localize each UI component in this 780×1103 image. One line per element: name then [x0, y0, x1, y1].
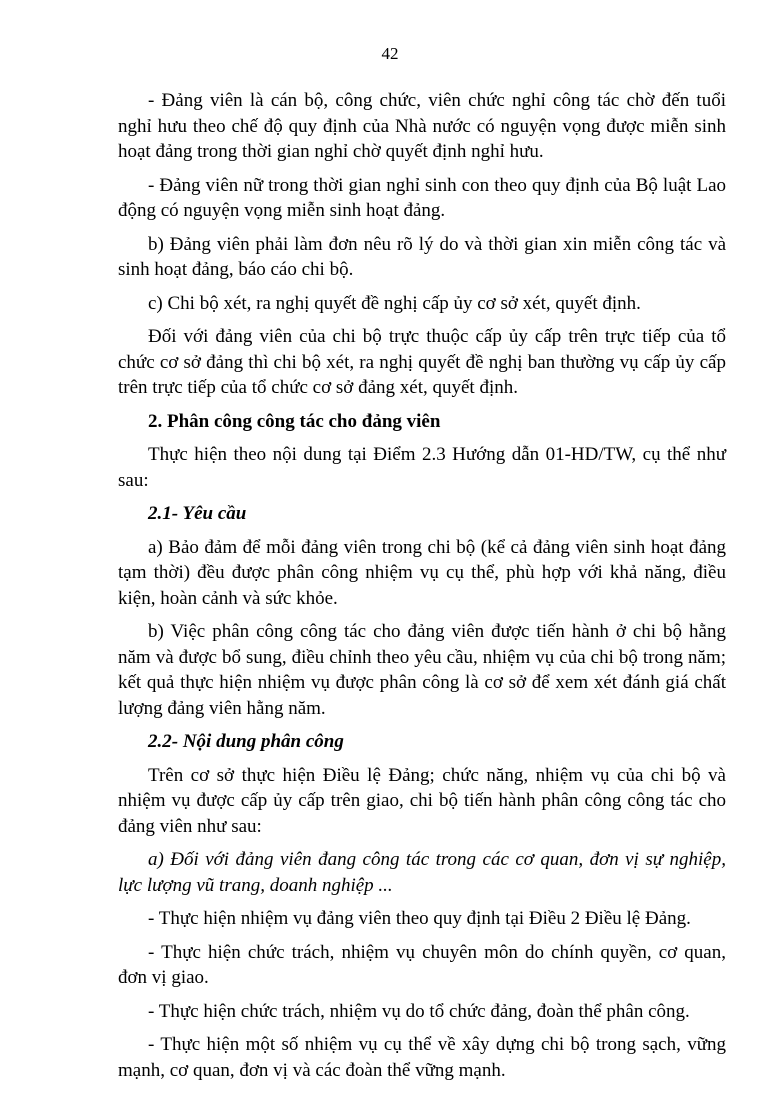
subsection-heading-assignment-content: 2.2- Nội dung phân công: [148, 731, 344, 752]
paragraph-item-c-resolution: c) Chi bộ xét, ra nghị quyết đề nghị cấp ủy cơ sở xét, quyết định.: [148, 292, 641, 314]
subsection-heading-requirements: 2.1- Yêu cầu: [148, 503, 247, 524]
paragraph-requirement-b: b) Việc phân công công tác cho đảng viên được tiến hành ở chi bộ hằng năm và được bổ sung, điều chỉnh theo yêu cầu, nhiệm vụ của chi bộ trong năm; kết quả thực hiện nhiệm vụ được phân công là cơ sở để xem xét đánh giá chất lượng đảng viên hằng năm.: [118, 621, 726, 719]
paragraph-item-b-application: b) Đảng viên phải làm đơn nêu rõ lý do và thời gian xin miễn công tác và sinh hoạt đảng, báo cáo chi bộ.: [118, 233, 726, 280]
page-number: 42: [381, 44, 399, 63]
paragraph-retirement-exemption: - Đảng viên là cán bộ, công chức, viên chức nghỉ công tác chờ đến tuổi nghỉ hưu theo chế độ quy định của Nhà nước có nguyện vọng được miễn sinh hoạt đảng trong thời gian nghỉ chờ quyết định nghỉ hưu.: [118, 90, 726, 162]
paragraph-implementation-reference: Thực hiện theo nội dung tại Điểm 2.3 Hướng dẫn 01-HD/TW, cụ thể như sau:: [118, 444, 726, 491]
list-item-party-duties: - Thực hiện nhiệm vụ đảng viên theo quy định tại Điều 2 Điều lệ Đảng.: [148, 908, 691, 929]
paragraph-maternity-exemption: - Đảng viên nữ trong thời gian nghỉ sinh con theo quy định của Bộ luật Lao động có nguyện vọng miễn sinh hoạt đảng.: [118, 174, 726, 221]
list-item-professional-duties: - Thực hiện chức trách, nhiệm vụ chuyên môn do chính quyền, cơ quan, đơn vị giao.: [118, 941, 726, 988]
list-item-organization-duties: - Thực hiện chức trách, nhiệm vụ do tổ chức đảng, đoàn thể phân công.: [148, 1000, 690, 1022]
paragraph-assignment-basis: Trên cơ sở thực hiện Điều lệ Đảng; chức năng, nhiệm vụ của chi bộ và nhiệm vụ được cấp ủy cấp trên giao, chi bộ tiến hành phân công công tác cho đảng viên như sau:: [118, 764, 726, 837]
paragraph-requirement-a: a) Bảo đảm để mỗi đảng viên trong chi bộ (kể cả đảng viên sinh hoạt đảng tạm thời) đều được phân công nhiệm vụ cụ thể, phù hợp với khả năng, điều kiện, hoàn cảnh và sức khỏe.: [118, 536, 726, 609]
list-item-building-strong-cells: - Thực hiện một số nhiệm vụ cụ thể về xây dựng chi bộ trong sạch, vững mạnh, cơ quan, đơn vị và các đoàn thể vững mạnh.: [118, 1034, 726, 1081]
paragraph-direct-subordinate-cells: Đối với đảng viên của chi bộ trực thuộc cấp ủy cấp trên trực tiếp của tổ chức cơ sở đảng thì chi bộ xét, ra nghị quyết đề nghị ban thường vụ cấp ủy cấp trên trực tiếp của tổ chức cơ sở đảng xét, quyết định.: [118, 326, 726, 398]
section-heading-work-assignment: 2. Phân công công tác cho đảng viên: [148, 410, 441, 432]
document-body: [118, 88, 726, 1091]
paragraph-item-a-agencies: a) Đối với đảng viên đang công tác trong các cơ quan, đơn vị sự nghiệp, lực lượng vũ trang, doanh nghiệp ...: [118, 849, 726, 896]
